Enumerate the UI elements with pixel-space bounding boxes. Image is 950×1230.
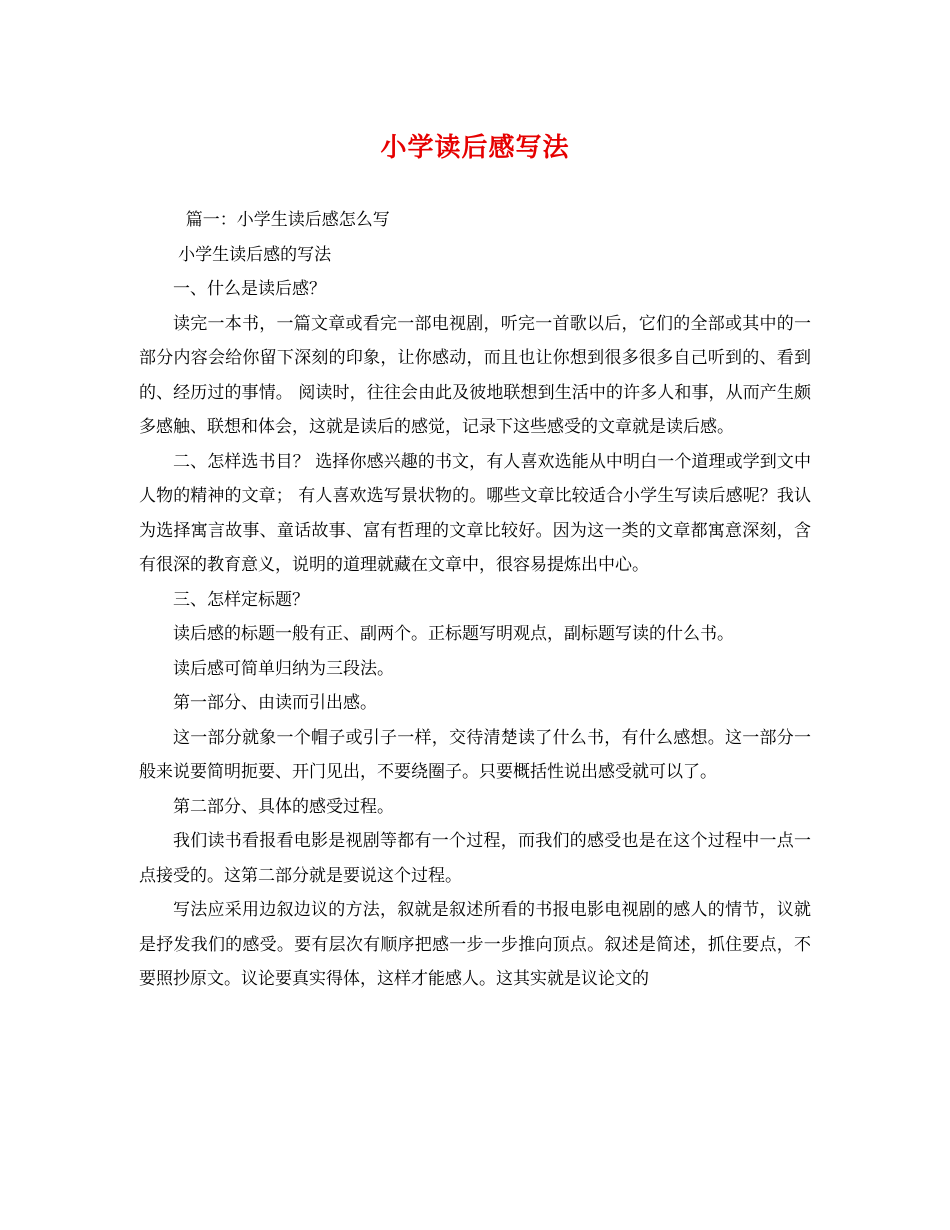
part-heading-2: 第二部分、具体的感受过程。 — [173, 796, 394, 817]
paragraph-choose-books: 二、怎样选书目？ 选择你感兴趣的书文，有人喜欢选能从中明白一个道理或学到文中人物的精神的文章； 有人喜欢选写景状物的。哪些文章比较适合小学生写读后感呢？我认为选择寓言故事、童话故事、富有哲理的文章比较好。因为这一类的文章都寓意深刻，含有很深的教育意义，说明的道理就藏在文章中，很容易提炼出中心。 — [139, 451, 811, 575]
subtitle: 小学生读后感的写法 — [178, 244, 332, 265]
question-heading-1: 一、什么是读后感？ — [173, 279, 326, 299]
paragraph-what-is: 读完一本书，一篇文章或看完一部电视剧，听完一首歌以后，它们的全部或其中的一部分内容会给你留下深刻的印象，让你感动，而且也让你想到很多很多自己听到的、看到的、经历过的事情。 阅读时，往往会由此及彼地联想到生活中的许多人和事，从而产生颇多感触、联想和体会，这就是读后的感觉，记录下这些感受的文章就是读后感。 — [139, 313, 811, 437]
question-heading-3: 三、怎样定标题？ — [173, 589, 309, 610]
document-title: 小学读后感写法 — [380, 133, 570, 163]
paragraph-part-1: 这一部分就象一个帽子或引子一样，交待清楚读了什么书，有什么感想。这一部分一般来说要简明扼要、开门见出，不要绕圈子。只要概括性说出感受就可以了。 — [139, 727, 811, 782]
section-heading-piece-one: 篇一：小学生读后感怎么写 — [185, 210, 390, 230]
part-heading-1: 第一部分、由读而引出感。 — [173, 693, 377, 713]
document-body — [139, 203, 811, 997]
paragraph-part-2: 我们读书看报看电影是视剧等都有一个过程，而我们的感受也是在这个过程中一点一点接受的。这第二部分就是要说这个过程。 — [139, 831, 811, 886]
paragraph-title-rule: 读后感的标题一般有正、副两个。正标题写明观点，副标题写读的什么书。 — [173, 624, 734, 644]
paragraph-method: 写法应采用边叙边议的方法，叙就是叙述所看的书报电影电视剧的感人的情节，议就是抒发我们的感受。要有层次有顺序把感一步一步推向顶点。叙述是简述，抓住要点，不要照抄原文。议论要真实得体，这样才能感人。这其实就是议论文的 — [139, 900, 811, 989]
paragraph-three-part: 读后感可简单归纳为三段法。 — [173, 658, 394, 679]
